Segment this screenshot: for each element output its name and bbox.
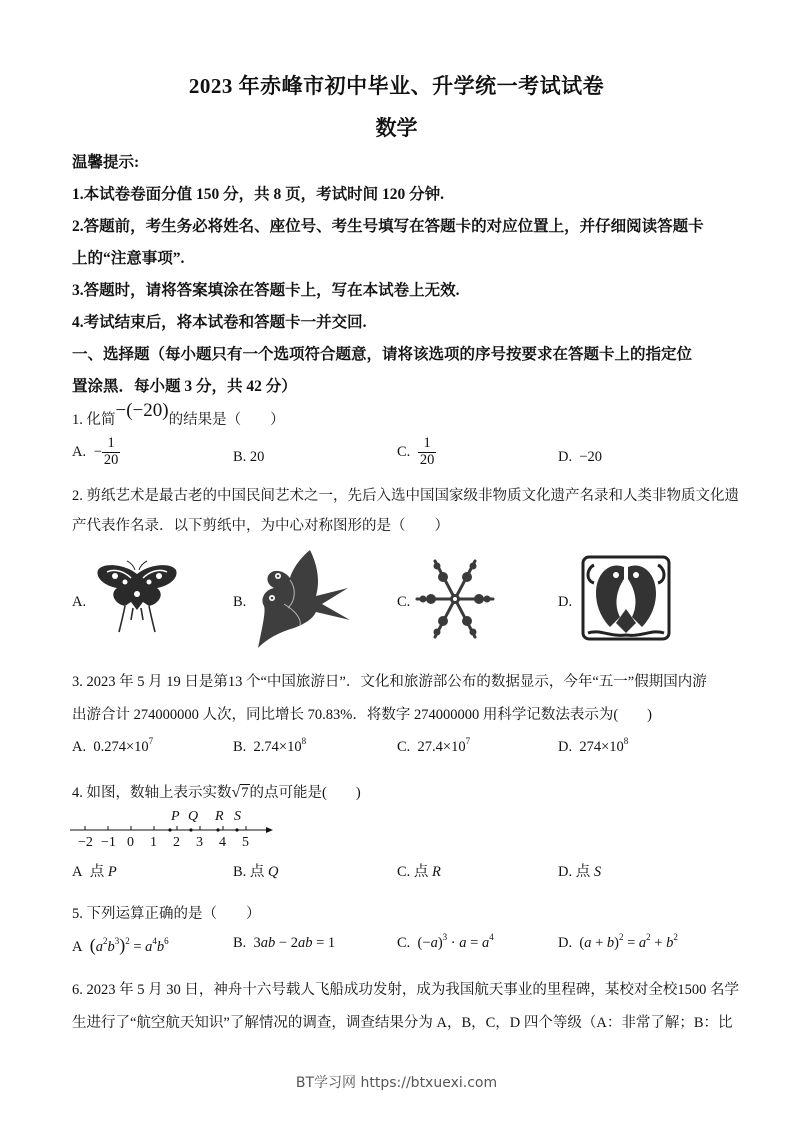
svg-text:Q: Q [188,809,199,824]
q1-option-c: C. $\frac{1}{20}$ [397,435,435,468]
svg-text:−1: −1 [101,835,116,850]
q1-option-d: D. −20 [558,449,603,465]
snowflake-papercut-image [415,553,495,645]
footer-watermark: BT学习网 https://btxuexi.com [295,1075,498,1091]
q1-expression: −(−20) [115,400,169,421]
svg-text:1: 1 [150,835,157,850]
notice-item-4: 4.考试结束后，将本试卷和答题卡一并交回. [72,314,367,331]
twin-fish-papercut-image [580,553,672,645]
exam-subject: 数学 [375,116,418,140]
svg-text:0: 0 [127,835,134,850]
question-4: 4. 如图，数轴上表示实数√7的点可能是( ) [72,784,361,801]
svg-text:3: 3 [196,835,203,850]
q1-suffix: 的结果是（ ） [168,412,285,428]
q3-option-d: D. $274\times 10^8$ [558,736,629,755]
sqrt-symbol: √ [231,784,241,801]
question-3-line1: 3. 2023 年 5 月 19 日是第13 个“中国旅游日”．文化和旅游部公布的数据显示，今年“五一”假期国内游 [72,674,707,690]
svg-text:R: R [215,809,224,824]
notice-item-3: 3.答题时，请将答案填涂在答题卡上，写在本试卷上无效. [72,282,460,299]
butterfly-papercut-image [95,560,180,635]
q3-option-b: B. $2.74\times 10^8$ [233,736,307,755]
question-1 [72,400,285,430]
notice-item-2: 2.答题前，考生务必将姓名、座位号、考生号填写在答题卡的对应位置上，并仔细阅读答题卡 [72,218,704,235]
number-line-figure [68,806,278,852]
exam-title: 2023 年赤峰市初中毕业、升学统一考试试卷 [188,74,605,98]
section-heading-line1: 一、选择题（每小题只有一个选项符合题意，请将该选项的序号按要求在答题卡上的指定位 [72,346,693,363]
q4-option-c: C. 点 R [397,864,441,880]
svg-text:4: 4 [219,835,226,850]
q2-option-c-label: C. [397,594,411,610]
q4-option-a: A 点 P [72,864,117,880]
q1-option-b: B. 20 [233,449,265,465]
q2-option-b-label: B. [233,594,247,610]
question-3-line2: 出游合计 274000000 人次，同比增长 70.83%．将数字 274000000 用科学记数法表示为( ) [72,707,652,723]
svg-text:2: 2 [173,835,180,850]
q3-option-a: A. $0.274\times 10^7$ [72,736,154,755]
question-6-line1: 6. 2023 年 5 月 30 日，神舟十六号载人飞船成功发射，成为我国航天事业的里程碑，某校对全校1500 名学 [72,982,739,998]
svg-text:S: S [234,809,241,824]
question-5: 5. 下列运算正确的是（ ） [72,906,261,922]
svg-text:−2: −2 [78,835,93,850]
q1-prefix: 1. 化简 [72,412,116,428]
q5-option-a: A $(a^2b^3)^2 = a^4b^6$ [72,935,169,955]
q2-option-d-label: D. [558,594,573,610]
q5-option-c: C. $(-a)^3 \cdot a = a^4$ [397,932,494,951]
section-heading-line2: 置涂黑．每小题 3 分，共 42 分） [72,378,297,395]
q5-option-b: B. 3ab − 2ab = 1 [233,935,336,951]
q2-option-a-label: A. [72,594,87,610]
question-2-line1: 2. 剪纸艺术是最古老的中国民间艺术之一，先后入选中国国家级非物质文化遗产名录和人类非物质文化遗 [72,488,739,504]
question-6-line2: 生进行了“航空航天知识”了解情况的调查，调查结果分为 A，B，C，D 四个等级（A：非常了解；B：比 [72,1015,733,1031]
q1-option-a: A. − $\frac{1}{20}$ [72,435,119,468]
q4-option-b: B. 点 Q [233,864,279,880]
notice-heading: 温馨提示: [72,154,140,171]
q5-option-d: D. $(a + b)^2 = a^2 + b^2$ [558,932,678,951]
q4-option-d: D. 点 S [558,864,602,880]
swallows-papercut-image [250,548,355,653]
notice-item-2-cont: 上的“注意事项”. [72,250,185,267]
notice-item-1: 1.本试卷卷面分值 150 分，共 8 页，考试时间 120 分钟. [72,186,445,203]
q3-option-c: C. $27.4\times 10^7$ [397,736,471,755]
question-2-line2: 产代表作名录．以下剪纸中，为中心对称图形的是（ ） [72,518,449,534]
svg-text:5: 5 [242,835,249,850]
svg-text:P: P [171,809,180,824]
